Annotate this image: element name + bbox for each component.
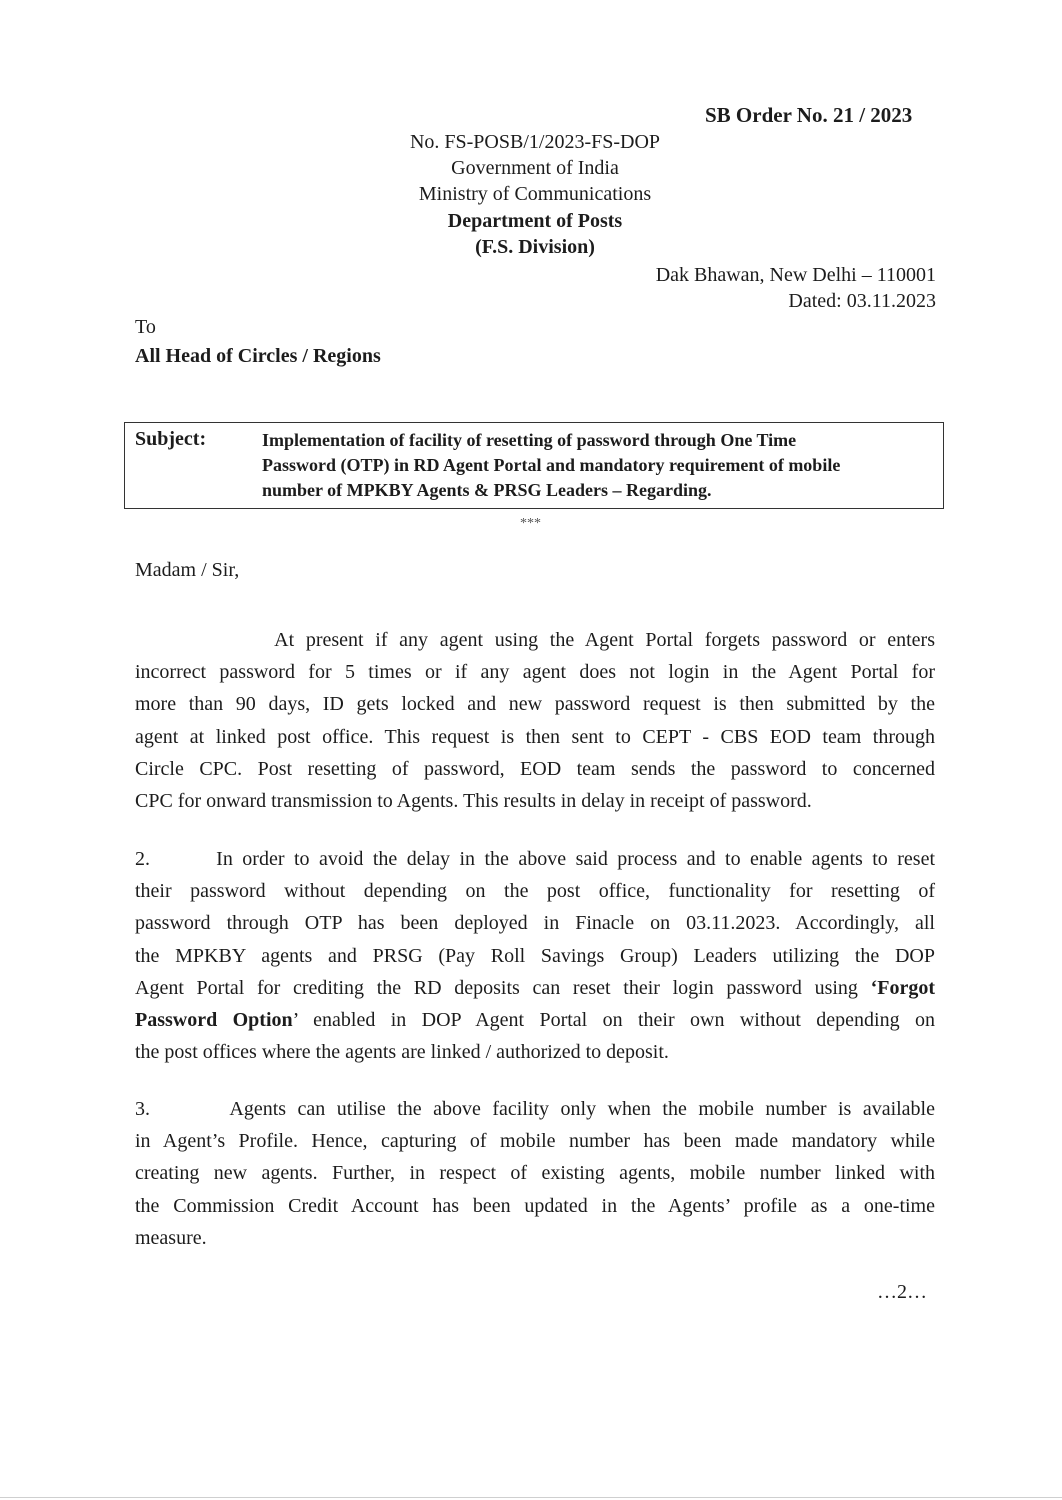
salutation: Madam / Sir, — [135, 559, 240, 581]
addressee-name: All Head of Circles / Regions — [135, 345, 381, 367]
subject-line: Password (OTP) in RD Agent Portal and mandatory requirement of mobile — [262, 455, 841, 475]
page-continuation: …2… — [877, 1281, 927, 1303]
separator-stars: *** — [520, 516, 541, 531]
forgot-label: ‘Forgot — [870, 976, 935, 999]
bottom-edge — [0, 1497, 1062, 1498]
paragraph-line: CPC for onward transmission to Agents. This results in delay in receipt of password. — [135, 790, 812, 813]
subject-line: number of MPKBY Agents & PRSG Leaders – Regarding. — [262, 480, 712, 500]
paragraph-line: 3. Agents can utilise the above facility only when the mobile number is available — [135, 1098, 935, 1120]
subject-line: Implementation of facility of resetting of password through One Time — [262, 430, 797, 450]
government-line: Government of India — [451, 157, 619, 179]
division-line: (F.S. Division) — [475, 236, 595, 258]
paragraph-line: measure. — [135, 1226, 207, 1249]
paragraph-line: Circle CPC. Post resetting of password, EOD team sends the password to concerned — [135, 757, 935, 780]
paragraph-line — [135, 1004, 935, 1036]
date-line: Dated: 03.11.2023 — [788, 290, 936, 312]
paragraph-line: in Agent’s Profile. Hence, capturing of mobile number has been made mandatory while — [135, 1130, 935, 1153]
file-number: No. FS-POSB/1/2023-FS-DOP — [409, 131, 661, 153]
paragraph-line: At present if any agent using the Agent Portal forgets password or enters — [135, 629, 935, 651]
paragraph-line: the post offices where the agents are linked / authorized to deposit. — [135, 1041, 669, 1064]
order-number: SB Order No. 21 / 2023 — [705, 103, 913, 127]
paragraph-line: 2. In order to avoid the delay in the above said process and to enable agents to reset — [135, 848, 935, 870]
to-label: To — [135, 316, 156, 338]
paragraph-3 — [135, 1093, 935, 1254]
subject-text — [262, 428, 934, 503]
paragraph-line: the Commission Credit Account has been updated in the Agents’ profile as a one-time — [135, 1194, 935, 1217]
subject-label: Subject: — [135, 428, 207, 450]
paragraph-text: ’ enabled in DOP Agent Portal on their own without depending on — [292, 1009, 935, 1032]
office-address: Dak Bhawan, New Delhi – 110001 — [655, 264, 936, 286]
ministry-line: Ministry of Communications — [418, 183, 652, 205]
paragraph-line: more than 90 days, ID gets locked and new password request is then submitted by the — [135, 693, 935, 716]
paragraph-line: password through OTP has been deployed in Finacle on 03.11.2023. Accordingly, all — [135, 912, 935, 935]
paragraph-line: the MPKBY agents and PRSG (Pay Roll Savings Group) Leaders utilizing the DOP — [135, 944, 935, 967]
password-option-label: Password Option — [135, 1009, 293, 1032]
paragraph-line — [135, 972, 935, 1004]
paragraph-line: their password without depending on the post office, functionality for resetting of — [135, 880, 935, 903]
paragraph-line: creating new agents. Further, in respect of existing agents, mobile number linked with — [135, 1162, 935, 1185]
paragraph-2 — [135, 843, 935, 1068]
paragraph-line: incorrect password for 5 times or if any agent does not login in the Agent Portal for — [135, 661, 935, 684]
paragraph-1 — [135, 624, 935, 817]
paragraph-line: agent at linked post office. This request is then sent to CEPT - CBS EOD team through — [135, 725, 935, 748]
paragraph-text: Agent Portal for crediting the RD deposits can reset their login password using — [135, 976, 871, 999]
department-line: Department of Posts — [447, 210, 623, 232]
